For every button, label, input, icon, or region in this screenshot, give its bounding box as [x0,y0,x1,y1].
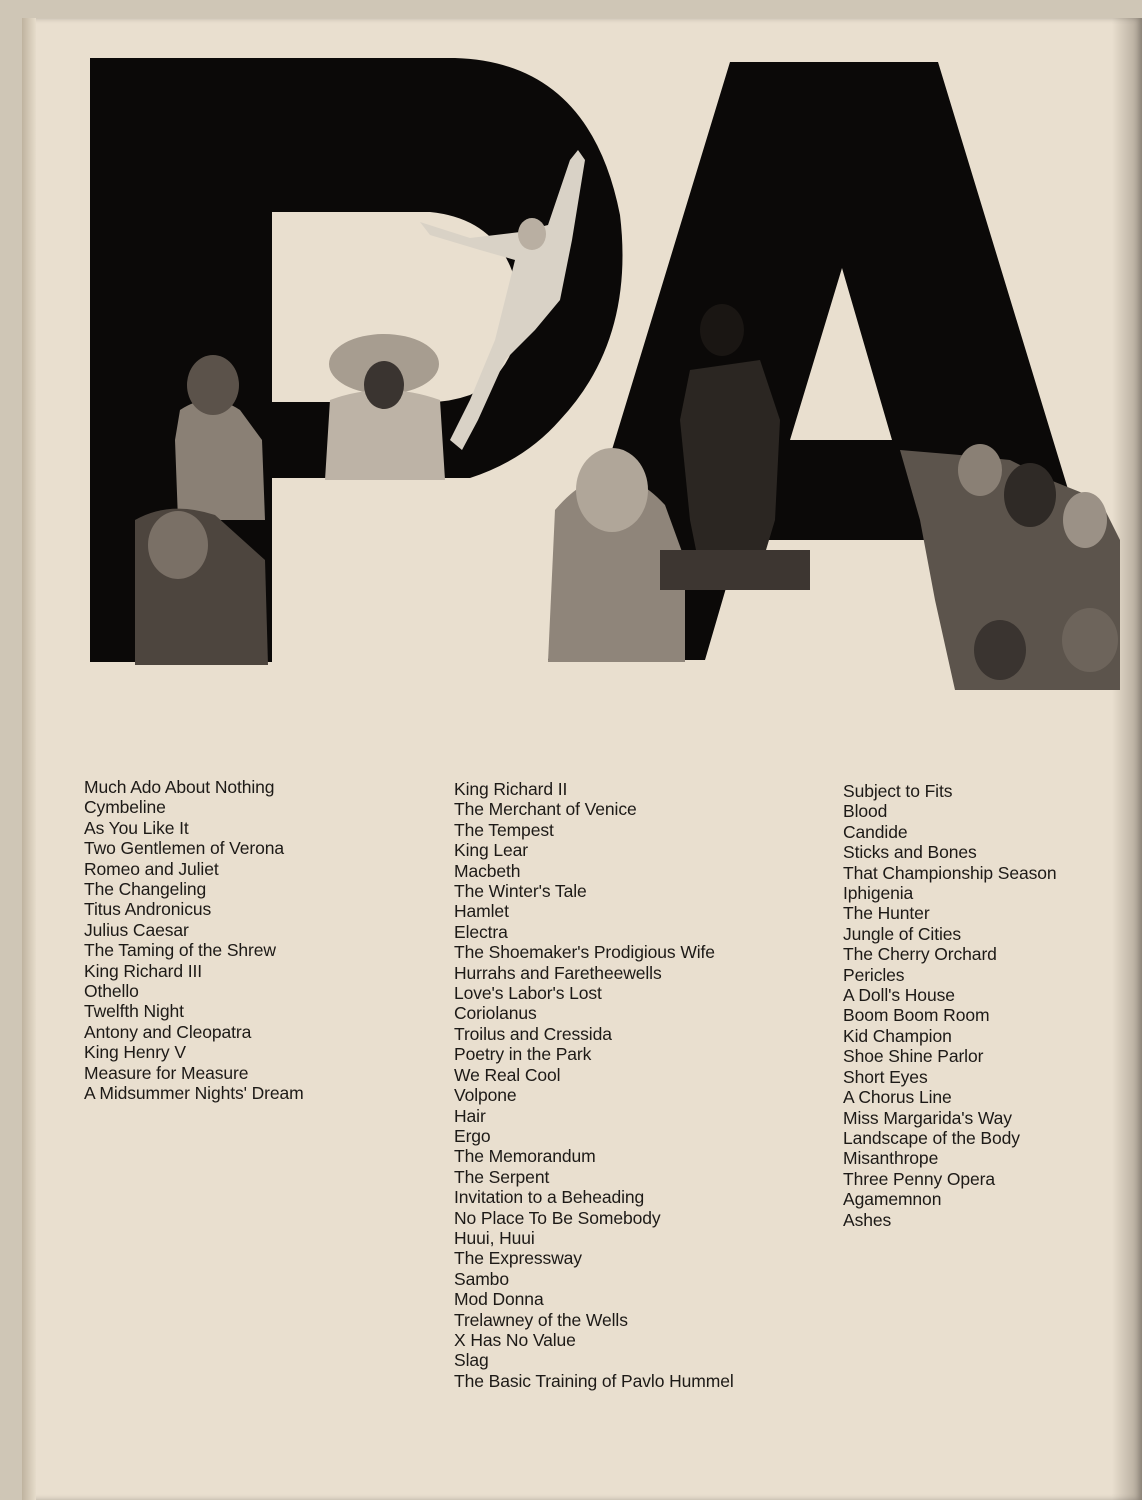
production-title: Ergo [454,1125,491,1146]
production-title: Jungle of Cities [843,923,962,944]
production-title: That Championship Season [843,862,1057,883]
production-title: Short Eyes [843,1066,928,1087]
production-title: Pericles [843,964,905,985]
production-title: Cymbeline [84,797,166,818]
production-title: Miss Margarida's Way [843,1107,1012,1128]
production-title: King Henry V [84,1042,186,1063]
production-title: Two Gentlemen of Verona [84,838,285,859]
production-title: Macbeth [454,860,521,881]
production-title: Antony and Cleopatra [84,1021,252,1042]
production-title: Boom Boom Room [843,1005,990,1026]
production-title: The Shoemaker's Prodigious Wife [454,942,715,963]
production-title: Volpone [454,1085,517,1106]
production-title: We Real Cool [454,1064,561,1085]
production-title: The Taming of the Shrew [84,940,276,961]
production-list-column-2 [454,779,734,1391]
production-title: Invitation to a Beheading [454,1187,645,1208]
production-title: The Expressway [454,1248,582,1269]
standing-performer-figure [680,360,780,570]
production-title: Ashes [843,1209,892,1230]
production-title: Hair [454,1105,486,1126]
production-title: Candide [843,821,908,842]
production-title: Measure for Measure [84,1062,249,1083]
masthead-artwork [0,0,1142,700]
production-title: Julius Caesar [84,919,189,940]
production-title: As You Like It [84,817,189,838]
production-title: X Has No Value [454,1329,576,1350]
production-title: Misanthrope [843,1148,939,1169]
production-title: Othello [84,981,139,1002]
production-title: Much Ado About Nothing [84,777,275,797]
production-title: The Serpent [454,1166,550,1187]
production-title: Iphigenia [843,883,914,904]
production-title: The Tempest [454,819,554,840]
production-title: A Chorus Line [843,1087,952,1108]
production-title: A Midsummer Nights' Dream [84,1083,304,1104]
production-list-column-1 [84,777,304,1104]
production-title: Huui, Huui [454,1227,535,1248]
production-title: Slag [454,1350,489,1371]
production-title: Three Penny Opera [843,1168,995,1189]
production-title: The Basic Training of Pavlo Hummel [454,1370,734,1391]
production-title: Romeo and Juliet [84,858,219,879]
production-title: The Hunter [843,903,930,924]
production-title: Kid Champion [843,1025,952,1046]
production-title: No Place To Be Somebody [454,1207,661,1228]
production-title: King Richard III [84,960,203,981]
production-title: Sambo [454,1268,509,1289]
production-title: Poetry in the Park [454,1044,592,1065]
production-title: Titus Andronicus [84,899,212,920]
production-title: The Winter's Tale [454,881,587,902]
production-title: Shoe Shine Parlor [843,1046,984,1067]
production-title: Mod Donna [454,1289,544,1310]
production-title: Hurrahs and Faretheewells [454,962,662,983]
production-title: Sticks and Bones [843,842,977,863]
production-title: King Lear [454,840,529,861]
production-list-column-3 [843,781,1057,1230]
production-title: Twelfth Night [84,1001,184,1022]
production-title: The Merchant of Venice [454,799,637,820]
production-title: Hamlet [454,901,509,922]
production-title: A Doll's House [843,985,955,1006]
production-title: The Memorandum [454,1146,596,1167]
production-title: Electra [454,921,508,942]
production-title: Agamemnon [843,1189,942,1210]
production-title: Landscape of the Body [843,1127,1020,1148]
production-title: King Richard II [454,779,568,799]
production-title: Troilus and Cressida [454,1023,612,1044]
production-title: Love's Labor's Lost [454,983,602,1004]
production-title: The Cherry Orchard [843,944,997,965]
production-title: Trelawney of the Wells [454,1309,628,1330]
production-title: Blood [843,801,888,822]
production-title: Coriolanus [454,1003,537,1024]
production-title: Subject to Fits [843,781,953,801]
production-title: The Changeling [84,879,207,900]
